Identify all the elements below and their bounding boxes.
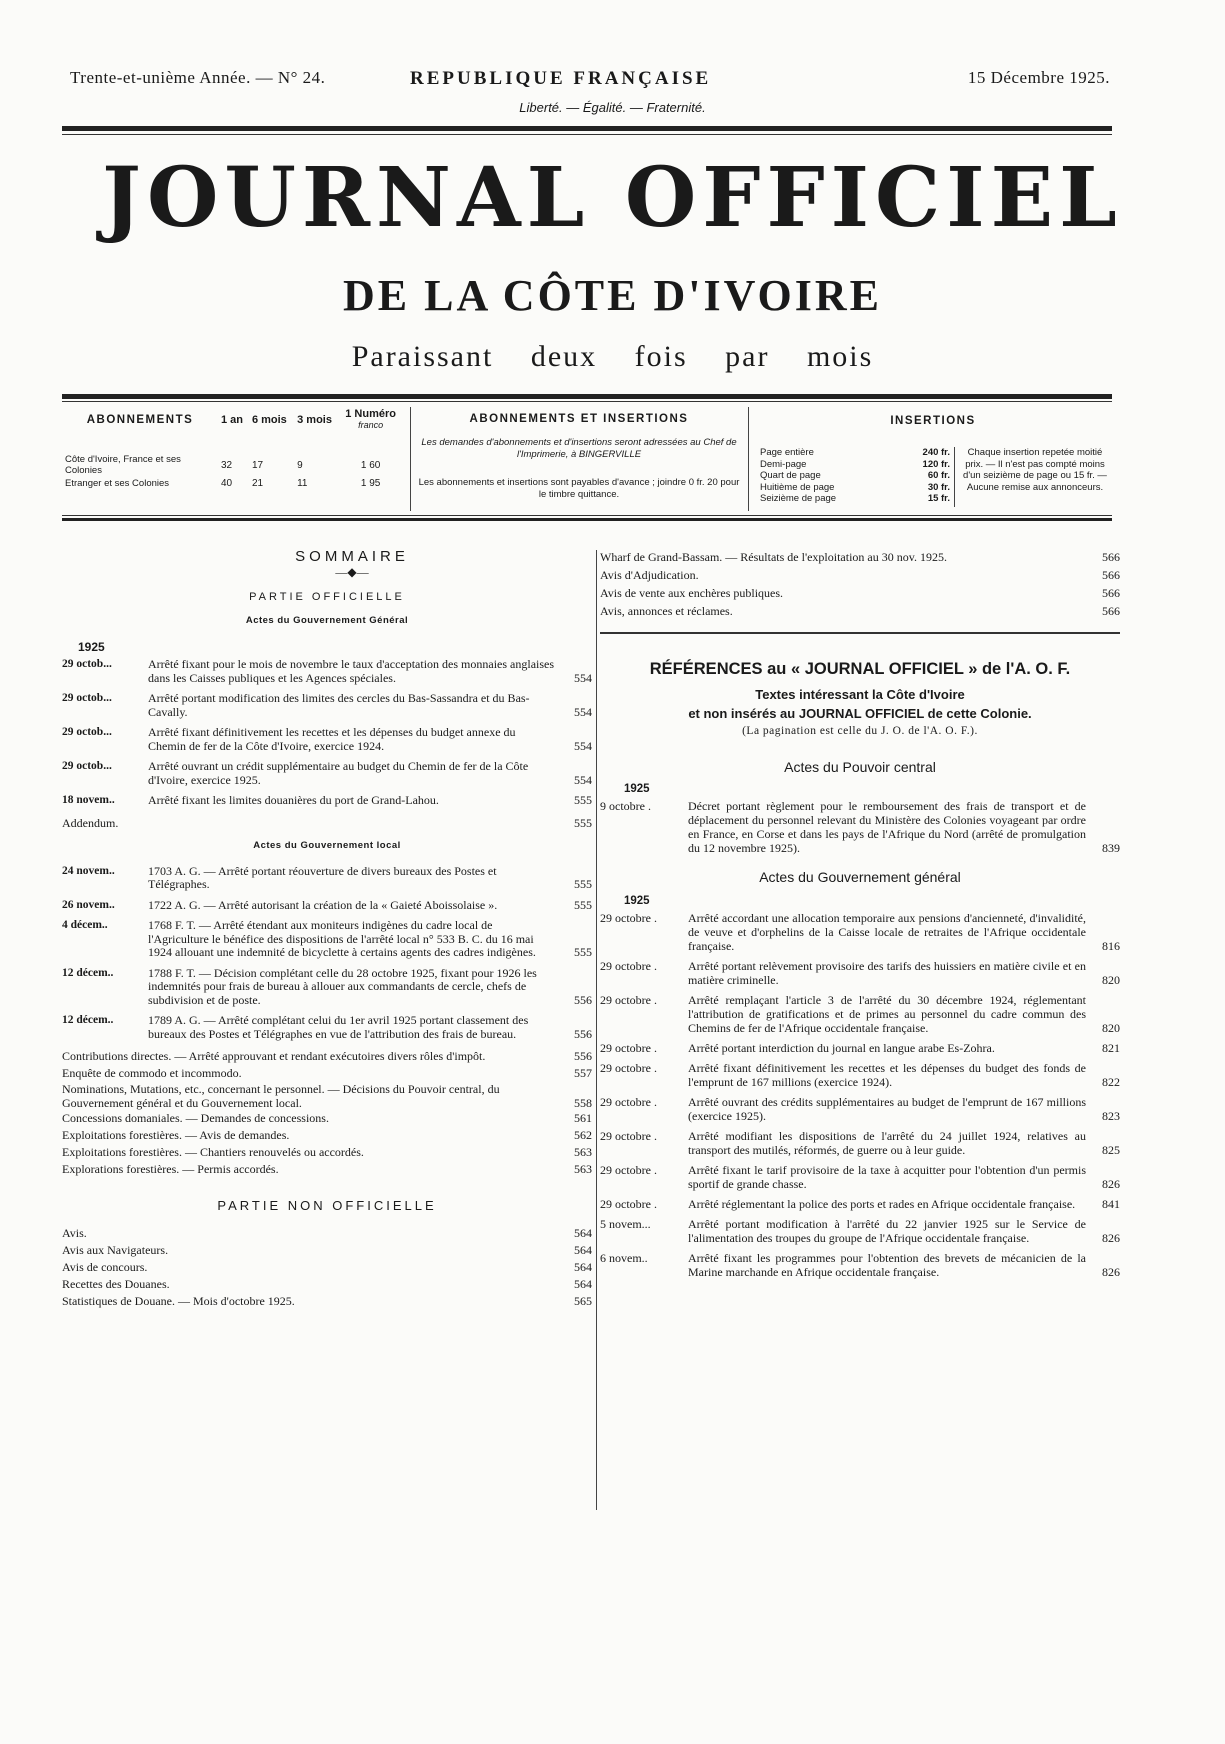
entry-date: 29 octobre . <box>600 1095 657 1109</box>
subscription-prices <box>62 405 402 515</box>
references-title: RÉFÉRENCES au « JOURNAL OFFICIEL » de l'A. O. F. <box>649 660 1071 678</box>
subscriptions-heading: ABONNEMENTS <box>86 414 194 426</box>
list-item <box>62 1065 592 1082</box>
gg-year: 1925 <box>78 640 105 654</box>
entry-date: 29 octob... <box>62 760 112 772</box>
entry-date: 29 octobre . <box>600 1197 657 1211</box>
insertion-label: Huitième de page <box>760 481 835 493</box>
list-item <box>600 566 1120 584</box>
entry-page: 554 <box>574 772 592 787</box>
col-numero-sub: franco <box>358 420 384 430</box>
entry-text: Arrêté modifiant les dispositions de l'arrêté du 24 juillet 1924, relatives au transport des mutilés, réformés, de guerre ou à leur guide. <box>688 1129 1086 1157</box>
list-item <box>600 993 1120 1035</box>
references-sub2: et non insérés au JOURNAL OFFICIEL de cette Colonie. <box>688 706 1032 721</box>
gg-entries <box>62 658 592 808</box>
entry-text: Avis. <box>62 1226 87 1240</box>
journal-subtitle: DE LA CÔTE D'IVOIRE <box>342 271 882 320</box>
list-item <box>62 1127 592 1144</box>
entry-page: 558 <box>574 1096 592 1110</box>
insertion-label: Quart de page <box>760 470 821 481</box>
list-item <box>62 919 592 960</box>
list-item <box>62 1225 592 1242</box>
entry-text: 1768 F. T. — Arrêté étendant aux moniteurs indigènes du cadre local de l'Agriculture le bénéfice des dispositions de l'arrêté local n° 533 B. C. du 16 mai 1924 allouant une indemnité de bicyclette à certains agents des cadres indigènes. <box>148 918 536 959</box>
entry-text: Contributions directes. — Arrêté approuvant et rendant exécutoires divers rôles d'impôt. <box>62 1049 486 1063</box>
entry-date: 29 octob... <box>62 658 112 670</box>
list-item <box>600 1197 1120 1211</box>
entry-date: 29 octobre . <box>600 1163 657 1177</box>
entry-page: 554 <box>574 704 592 719</box>
entry-date: 5 novem... <box>600 1217 651 1231</box>
insertions-heading: INSERTIONS <box>890 415 976 427</box>
col-numero-label: 1 Numéro <box>345 408 396 420</box>
list-item <box>62 899 592 913</box>
right-top-entries <box>600 548 1120 620</box>
list-item <box>62 1276 592 1293</box>
entry-page: 555 <box>574 815 592 830</box>
publication-frequency: Paraissant deux fois par mois <box>351 340 874 373</box>
list-item <box>600 1095 1120 1123</box>
entry-page: 555 <box>574 945 592 959</box>
entry-page: 566 <box>1102 604 1120 618</box>
insertion-label: Page entière <box>760 447 814 458</box>
entry-page: 556 <box>574 992 592 1007</box>
list-item <box>62 794 592 808</box>
entry-date: 12 décem.. <box>62 966 114 979</box>
entry-date: 4 décem.. <box>62 919 108 931</box>
subscription-row-label: Côte d'Ivoire, France et ses Colonies <box>65 454 181 476</box>
price-1an: 32 <box>221 459 233 471</box>
entry-page: 556 <box>574 1026 592 1041</box>
gl-entries <box>62 865 592 1042</box>
gg-ref-heading: Actes du Gouvernement général <box>759 869 961 885</box>
price-3mois: 9 <box>297 459 303 471</box>
list-item <box>62 1293 592 1310</box>
entry-page: 555 <box>574 793 592 807</box>
entry-date: 29 octobre . <box>600 1129 657 1143</box>
entry-date: 29 octobre . <box>600 1041 657 1055</box>
list-item <box>600 1217 1120 1245</box>
col-1an: 1 an <box>221 414 244 426</box>
entry-page: 562 <box>574 1128 592 1142</box>
entry-date: 29 octobre . <box>600 993 657 1007</box>
entry-page: 556 <box>574 1049 592 1063</box>
insertion-price: 240 fr. <box>922 447 950 458</box>
list-item <box>600 584 1120 602</box>
entry-text: Arrêté remplaçant l'article 3 de l'arrêté du 30 décembre 1924, réglementant l'attribution de gratifications et de primes au personnel du cadre commun des Chemins de fer de l'Afrique occidentale française. <box>688 993 1086 1035</box>
entry-page: 825 <box>1102 1143 1120 1157</box>
entry-text: Addendum. <box>62 815 119 830</box>
price-numero: 1 95 <box>360 478 381 489</box>
masthead-top-line <box>70 68 1110 92</box>
sommaire-column <box>62 548 592 1548</box>
references-note: (La pagination est celle du J. O. de l'A. O. F.). <box>742 725 978 737</box>
entry-page: 826 <box>1102 1177 1120 1191</box>
entry-text: Arrêté fixant pour le mois de novembre le taux d'acceptation des monnaies anglaises dans les Caisses publiques et les Agences spéciales. <box>148 657 555 685</box>
price-6mois: 21 <box>251 478 264 489</box>
subscription-info <box>416 405 742 515</box>
entry-text: Arrêté ouvrant un crédit supplémentaire au budget du Chemin de fer de la Côte d'Ivoire, exercice 1925. <box>148 759 529 787</box>
insertion-row <box>760 459 950 471</box>
entry-text: Arrêté ouvrant des crédits supplémentaires au budget de l'emprunt de 167 millions (exercice 1925). <box>688 1095 1086 1123</box>
entry-text: Enquête de commodo et incommodo. <box>62 1066 242 1080</box>
entry-text: Exploitations forestières. — Avis de demandes. <box>62 1128 290 1142</box>
header-rule <box>62 126 1112 131</box>
entry-text: Nominations, Mutations, etc., concernant le personnel. — Décisions du Pouvoir central, du Gouvernement général et du Gouvernement local. <box>62 1082 500 1110</box>
entry-text: 1789 A. G. — Arrêté complétant celui du 1er avril 1925 portant classement des bureaux des Postes et Télégraphes en vue de l'attribution des frais de bureau. <box>148 1013 529 1041</box>
gl-heading: Actes du Gouvernement local <box>253 839 401 851</box>
subscription-row <box>62 453 402 477</box>
insertion-row <box>760 470 950 482</box>
entry-page: 823 <box>1102 1109 1120 1123</box>
entry-text: Arrêté fixant le tarif provisoire de la taxe à acquitter pour l'obtention d'un permis sportif de grande chasse. <box>688 1163 1086 1191</box>
entry-text: Arrêté fixant les limites douanières du port de Grand-Lahou. <box>148 793 439 807</box>
column-divider <box>596 550 597 1510</box>
addendum-item <box>62 815 592 832</box>
insertion-label: Seizième de page <box>760 493 837 504</box>
entry-page: 564 <box>574 1260 592 1274</box>
journal-title: JOURNAL OFFICIEL <box>102 150 1123 246</box>
subscription-rule-top <box>62 394 1112 399</box>
entry-page: 554 <box>574 738 592 753</box>
entry-text: 1788 F. T. — Décision complétant celle du 28 octobre 1925, fixant pour 1926 les indemnités pour frais de bureau à allouer aux commandants de cercle, chefs de subdivision et de poste. <box>148 965 537 1007</box>
entry-date: 6 novem.. <box>600 1251 648 1265</box>
entry-text: Wharf de Grand-Bassam. — Résultats de l'exploitation au 30 nov. 1925. <box>600 550 947 564</box>
insertion-row <box>760 482 950 494</box>
entry-date: 29 octob... <box>62 692 112 704</box>
entry-text: Arrêté portant relèvement provisoire des tarifs des huissiers en matière civile et en matière criminelle. <box>688 959 1086 987</box>
entry-page: 566 <box>1102 568 1120 582</box>
list-item <box>62 1259 592 1276</box>
insertion-label: Demi-page <box>760 458 807 470</box>
entry-page: 841 <box>1102 1197 1120 1211</box>
list-item <box>600 1163 1120 1191</box>
price-numero: 1 60 <box>360 459 381 471</box>
pc-year: 1925 <box>624 783 650 795</box>
insertion-divider <box>954 447 955 507</box>
entry-page: 563 <box>574 1162 592 1176</box>
price-1an: 40 <box>221 478 233 489</box>
insertion-prices <box>754 405 1112 515</box>
insertion-price: 60 fr. <box>927 470 950 481</box>
entry-page: 564 <box>574 1226 592 1240</box>
entry-text: Avis de vente aux enchères publiques. <box>600 586 784 600</box>
list-item <box>62 967 592 1008</box>
list-item <box>600 1061 1120 1089</box>
list-item <box>600 799 1120 855</box>
entry-date: 18 novem.. <box>62 794 115 806</box>
entry-text: Avis de concours. <box>62 1260 148 1274</box>
list-item <box>600 548 1120 566</box>
right-column <box>600 548 1120 1548</box>
subscriptions-box <box>62 405 1112 515</box>
gg-ref-year: 1925 <box>624 895 650 907</box>
entry-page: 555 <box>574 877 592 891</box>
entry-date: 29 octobre . <box>600 911 657 925</box>
entry-text: Arrêté accordant une allocation temporaire aux pensions d'ancienneté, d'invalidité, de veuve et d'orphelins de la Caisse locale de retraites de l'Afrique occidentale française. <box>688 911 1086 953</box>
entry-page: 557 <box>574 1066 592 1080</box>
entry-page: 563 <box>574 1145 592 1159</box>
list-item <box>600 1041 1120 1055</box>
republic-label: REPUBLIQUE FRANÇAISE <box>410 68 712 89</box>
subscription-rule-bottom-thick <box>62 518 1112 521</box>
subscription-row <box>62 477 402 490</box>
entry-text: Arrêté portant modification à l'arrêté du 22 janvier 1925 sur le Service de l'alimentation des troupes du groupe de l'Afrique occidentale française. <box>688 1217 1086 1245</box>
entry-page: 839 <box>1102 841 1120 855</box>
partie-non-officielle-heading: PARTIE NON OFFICIELLE <box>217 1198 437 1213</box>
entry-text: Arrêté fixant définitivement les recettes et les dépenses du budget des fonds de l'emprunt de 167 millions (exercice 1924). <box>688 1061 1086 1089</box>
entry-text: Arrêté portant modification des limites des cercles du Bas-Sassandra et du Bas-Cavally. <box>148 691 530 719</box>
misc-entries <box>62 1048 592 1178</box>
entry-page: 822 <box>1102 1075 1120 1089</box>
subscription-rule-bottom <box>62 515 1112 516</box>
subs-insertions-heading: ABONNEMENTS ET INSERTIONS <box>469 413 689 425</box>
entry-text: Avis d'Adjudication. <box>600 568 699 582</box>
entry-text: Arrêté réglementant la police des ports et rades en Afrique occidentale française. <box>688 1197 1076 1211</box>
entry-page: 554 <box>574 670 592 685</box>
list-item <box>62 1144 592 1161</box>
entry-text: Avis, annonces et réclames. <box>600 604 733 618</box>
entry-date: 9 octobre . <box>600 799 651 813</box>
entry-date: 29 octobre . <box>600 1061 657 1075</box>
subs-address: Les demandes d'abonnements et d'insertions seront adressées au Chef de l'Imprimerie, à BINGERVILLE <box>421 437 737 460</box>
entry-text: Arrêté portant interdiction du journal en langue arabe Es-Zohra. <box>688 1041 995 1055</box>
entry-text: Arrêté fixant définitivement les recettes et les dépenses du budget annexe du Chemin de fer de la Côte d'Ivoire, exercice 1924. <box>148 725 516 753</box>
subscription-rule-top-thin <box>62 401 1112 402</box>
insertion-row <box>760 493 950 505</box>
entry-text: 1703 A. G. — Arrêté portant réouverture de divers bureaux des Postes et Télégraphes. <box>148 863 497 891</box>
pc-heading: Actes du Pouvoir central <box>784 759 936 775</box>
header-rule-thin <box>62 134 1112 135</box>
entry-page: 820 <box>1102 973 1120 987</box>
entry-page: 555 <box>574 897 592 912</box>
insertion-price: 120 fr. <box>922 458 950 470</box>
list-item <box>62 1082 592 1110</box>
subs-divider <box>748 407 749 511</box>
col-3mois: 3 mois <box>297 414 332 426</box>
list-item <box>600 959 1120 987</box>
insertion-row <box>760 447 950 459</box>
entry-page: 566 <box>1102 586 1120 600</box>
entry-text: Arrêté fixant les programmes pour l'obtention des brevets de mécanicien de la Marine marchande en Afrique occidentale française. <box>688 1251 1086 1279</box>
entry-date: 29 octob... <box>62 726 112 738</box>
list-item <box>62 1242 592 1259</box>
diamond-ornament: —◆— <box>335 565 369 579</box>
price-3mois: 11 <box>297 478 308 489</box>
entry-page: 566 <box>1102 550 1120 564</box>
entry-text: Statistiques de Douane. — Mois d'octobre 1925. <box>62 1294 295 1308</box>
references-rule <box>600 632 1120 634</box>
list-item <box>62 658 592 685</box>
insertion-price: 30 fr. <box>927 481 950 493</box>
list-item <box>62 865 592 892</box>
entry-text: Concessions domaniales. — Demandes de concessions. <box>62 1111 329 1125</box>
subs-payment-note: Les abonnements et insertions sont payables d'avance ; joindre 0 fr. 20 pour le timbre quittance. <box>418 477 740 500</box>
issue-number: Trente-et-unième Année. — N° 24. <box>70 68 326 87</box>
entry-text: Avis aux Navigateurs. <box>62 1243 169 1257</box>
insertion-rates <box>760 447 950 505</box>
list-item <box>62 1161 592 1178</box>
list-item <box>62 692 592 719</box>
list-item <box>62 1110 592 1127</box>
entry-page: 820 <box>1102 1021 1120 1035</box>
entry-page: 826 <box>1102 1231 1120 1245</box>
entry-page: 564 <box>574 1243 592 1257</box>
list-item <box>62 726 592 753</box>
list-item <box>62 1014 592 1041</box>
list-item <box>62 1048 592 1065</box>
entry-text: Décret portant règlement pour le remboursement des frais de transport et de déplacement du personnel relevant du Ministère des Colonies voyageant par ordre en France, en Corse et dans les pays de l'Afrique du Nord (arrêté de promulgation du 12 novembre 1925). <box>688 799 1086 855</box>
entry-text: 1722 A. G. — Arrêté autorisant la création de la « Gaieté Aboissolaise ». <box>148 897 498 912</box>
entry-page: 565 <box>574 1294 592 1308</box>
list-item <box>600 1129 1120 1157</box>
entry-date: 26 novem.. <box>62 898 115 911</box>
list-item <box>600 1251 1120 1279</box>
entry-text: Recettes des Douanes. <box>62 1277 170 1291</box>
price-6mois: 17 <box>251 459 264 471</box>
insertion-price: 15 fr. <box>927 493 950 504</box>
list-item <box>600 602 1120 620</box>
motto: Liberté. — Égalité. — Fraternité. <box>519 100 706 115</box>
entry-text: Explorations forestières. — Permis accordés. <box>62 1162 279 1176</box>
entry-date: 24 novem.. <box>62 864 115 877</box>
non-off-entries <box>62 1225 592 1310</box>
col-numero <box>339 405 402 435</box>
sommaire-title: SOMMAIRE <box>295 548 409 565</box>
entry-date: 29 octobre . <box>600 959 657 973</box>
insertion-note: Chaque insertion repetée moitié prix. — Il n'est pas compté moins d'un seizième de page ou 15 fr. — Aucune remise aux annonceurs. <box>963 447 1107 493</box>
issue-date: 15 Décembre 1925. <box>967 68 1110 87</box>
subscription-row-label: Etranger et ses Colonies <box>65 478 170 489</box>
gg-ref-entries <box>600 911 1120 1279</box>
list-item <box>600 911 1120 953</box>
entry-page: 561 <box>574 1111 592 1125</box>
subs-divider <box>410 407 411 511</box>
col-6mois: 6 mois <box>251 414 287 426</box>
references-sub1: Textes intéressant la Côte d'Ivoire <box>755 687 965 702</box>
entry-page: 816 <box>1102 939 1120 953</box>
entry-page: 826 <box>1102 1265 1120 1279</box>
list-item <box>62 760 592 787</box>
gg-heading: Actes du Gouvernement Général <box>245 615 409 626</box>
entry-text: Exploitations forestières. — Chantiers renouvelés ou accordés. <box>62 1145 364 1159</box>
entry-page: 564 <box>574 1277 592 1291</box>
partie-officielle-heading: PARTIE OFFICIELLE <box>249 591 405 603</box>
entry-page: 821 <box>1102 1041 1120 1055</box>
entry-date: 12 décem.. <box>62 1014 114 1026</box>
